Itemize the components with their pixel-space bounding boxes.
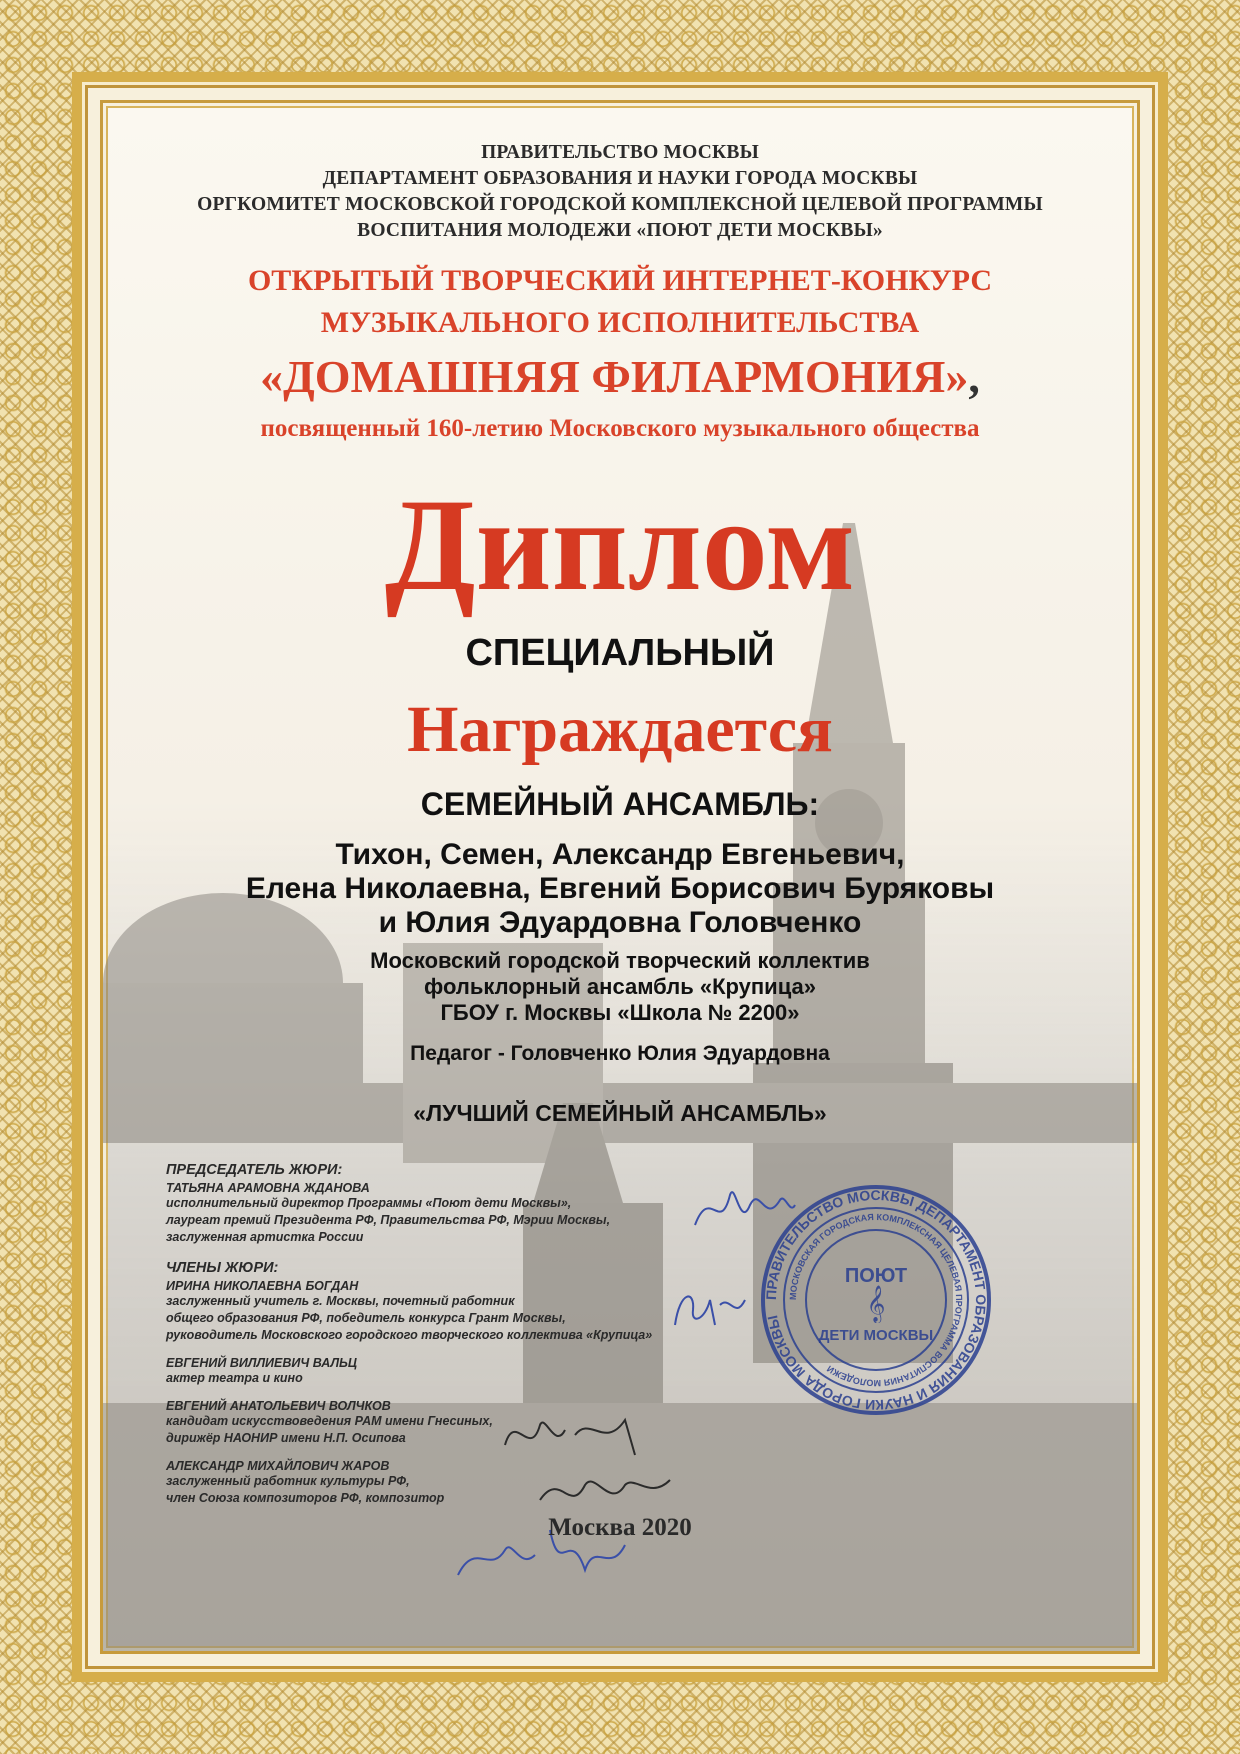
recipient-names-2: Елена Николаевна, Евгений Борисович Буряковы <box>245 872 995 905</box>
jury-member-name: ИРИНА НИКОЛАЕВНА БОГДАН <box>166 1279 359 1293</box>
jury-chair-desc-1: исполнительный директор Программы «Поют дети Москвы», <box>166 1196 572 1210</box>
jury-member-name: ЕВГЕНИЙ АНАТОЛЬЕВИЧ ВОЛЧКОВ <box>166 1399 391 1413</box>
recipient-group: СЕМЕЙНЫЙ АНСАМБЛЬ: <box>420 786 820 822</box>
org-line-3: ОРГКОМИТЕТ МОСКОВСКОЙ ГОРОДСКОЙ КОМПЛЕКСНОЙ ЦЕЛЕВОЙ ПРОГРАММЫ <box>197 194 1043 215</box>
treble-clef-icon: 𝄞 <box>866 1284 886 1322</box>
org-line-2: ДЕПАРТАМЕНТ ОБРАЗОВАНИЯ И НАУКИ ГОРОДА МОСКВЫ <box>322 168 918 189</box>
jury-member-desc: заслуженный работник культуры РФ, <box>166 1474 410 1488</box>
jury-member <box>166 1356 766 1387</box>
jury-chair-label: ПРЕДСЕДАТЕЛЬ ЖЮРИ: <box>166 1162 343 1178</box>
recipient-org-1: Московский городской творческий коллектив <box>370 948 870 973</box>
teacher-line: Педагог - Головченко Юлия Эдуардовна <box>410 1042 830 1065</box>
jury-member-desc: дирижёр НАОНИР имени Н.П. Осипова <box>166 1431 406 1445</box>
jury-chair-desc-2: лауреат премий Президента РФ, Правительства РФ, Мэрии Москвы, <box>166 1213 611 1227</box>
jury-member-desc: член Союза композиторов РФ, композитор <box>166 1491 445 1505</box>
stamp-outer-text: ПРАВИТЕЛЬСТВО МОСКВЫ ДЕПАРТАМЕНТ ОБРАЗОВАНИЯ И НАУКИ ГОРОДА МОСКВЫ <box>762 1186 990 1414</box>
jury-member <box>166 1399 766 1447</box>
recipient-names-3: и Юлия Эдуардовна Головченко <box>378 906 862 939</box>
place-year: Москва 2020 <box>548 1514 692 1541</box>
jury-member-name: АЛЕКСАНДР МИХАЙЛОВИЧ ЖАРОВ <box>166 1459 390 1473</box>
stamp-center-bottom: ДЕТИ МОСКВЫ <box>818 1327 934 1344</box>
signature-member-2 <box>495 1405 665 1465</box>
diploma-content <box>100 100 1140 1654</box>
contest-dedication: посвященный 160-летию Московского музыкального общества <box>260 415 980 442</box>
contest-line-2: МУЗЫКАЛЬНОГО ИСПОЛНИТЕЛЬСТВА <box>320 306 920 339</box>
official-stamp <box>758 1182 994 1418</box>
jury-member-desc: заслуженный учитель г. Москвы, почетный работник <box>166 1294 515 1308</box>
org-line-1: ПРАВИТЕЛЬСТВО МОСКВЫ <box>481 142 759 163</box>
recipient-org-2: фольклорный ансамбль «Крупица» <box>424 974 816 999</box>
stamp-inner-text: МОСКОВСКАЯ ГОРОДСКАЯ КОМПЛЕКСНАЯ ЦЕЛЕВАЯ ПРОГРАММА ВОСПИТАНИЯ МОЛОДЕЖИ <box>787 1211 965 1389</box>
jury-member-desc: актер театра и кино <box>166 1371 303 1385</box>
contest-name <box>100 350 1140 403</box>
diploma-kind: СПЕЦИАЛЬНЫЙ <box>465 632 775 674</box>
recipient-names-1: Тихон, Семен, Александр Евгеньевич, <box>335 838 905 871</box>
contest-name-text: «ДОМАШНЯЯ ФИЛАРМОНИЯ» <box>260 351 969 402</box>
recipient-org-3: ГБОУ г. Москвы «Школа № 2200» <box>440 1000 800 1025</box>
org-line-4: ВОСПИТАНИЯ МОЛОДЕЖИ «ПОЮТ ДЕТИ МОСКВЫ» <box>357 220 883 241</box>
diploma-title: Диплом <box>384 471 856 618</box>
jury-member-desc: руководитель Московского городского творческого коллектива «Крупица» <box>166 1328 653 1342</box>
nomination: «ЛУЧШИЙ СЕМЕЙНЫЙ АНСАМБЛЬ» <box>413 1100 827 1126</box>
contest-name-suffix: , <box>968 351 980 402</box>
jury-chair-name: ТАТЬЯНА АРАМОВНА ЖДАНОВА <box>166 1181 370 1195</box>
awarded-heading: Награждается <box>407 693 833 766</box>
jury-member-desc: общего образования РФ, победитель конкурса Грант Москвы, <box>166 1311 566 1325</box>
jury-chair-desc-3: заслуженная артистка России <box>166 1230 364 1244</box>
jury-member-name: ЕВГЕНИЙ ВИЛЛИЕВИЧ ВАЛЬЦ <box>166 1356 357 1370</box>
jury-member-desc: кандидат искусствоведения РАМ имени Гнесиных, <box>166 1414 493 1428</box>
contest-line-1: ОТКРЫТЫЙ ТВОРЧЕСКИЙ ИНТЕРНЕТ-КОНКУРС <box>247 264 993 297</box>
signature-member-3 <box>530 1465 680 1520</box>
stamp-center-top: ПОЮТ <box>844 1265 908 1287</box>
jury-members-label: ЧЛЕНЫ ЖЮРИ: <box>166 1260 279 1276</box>
